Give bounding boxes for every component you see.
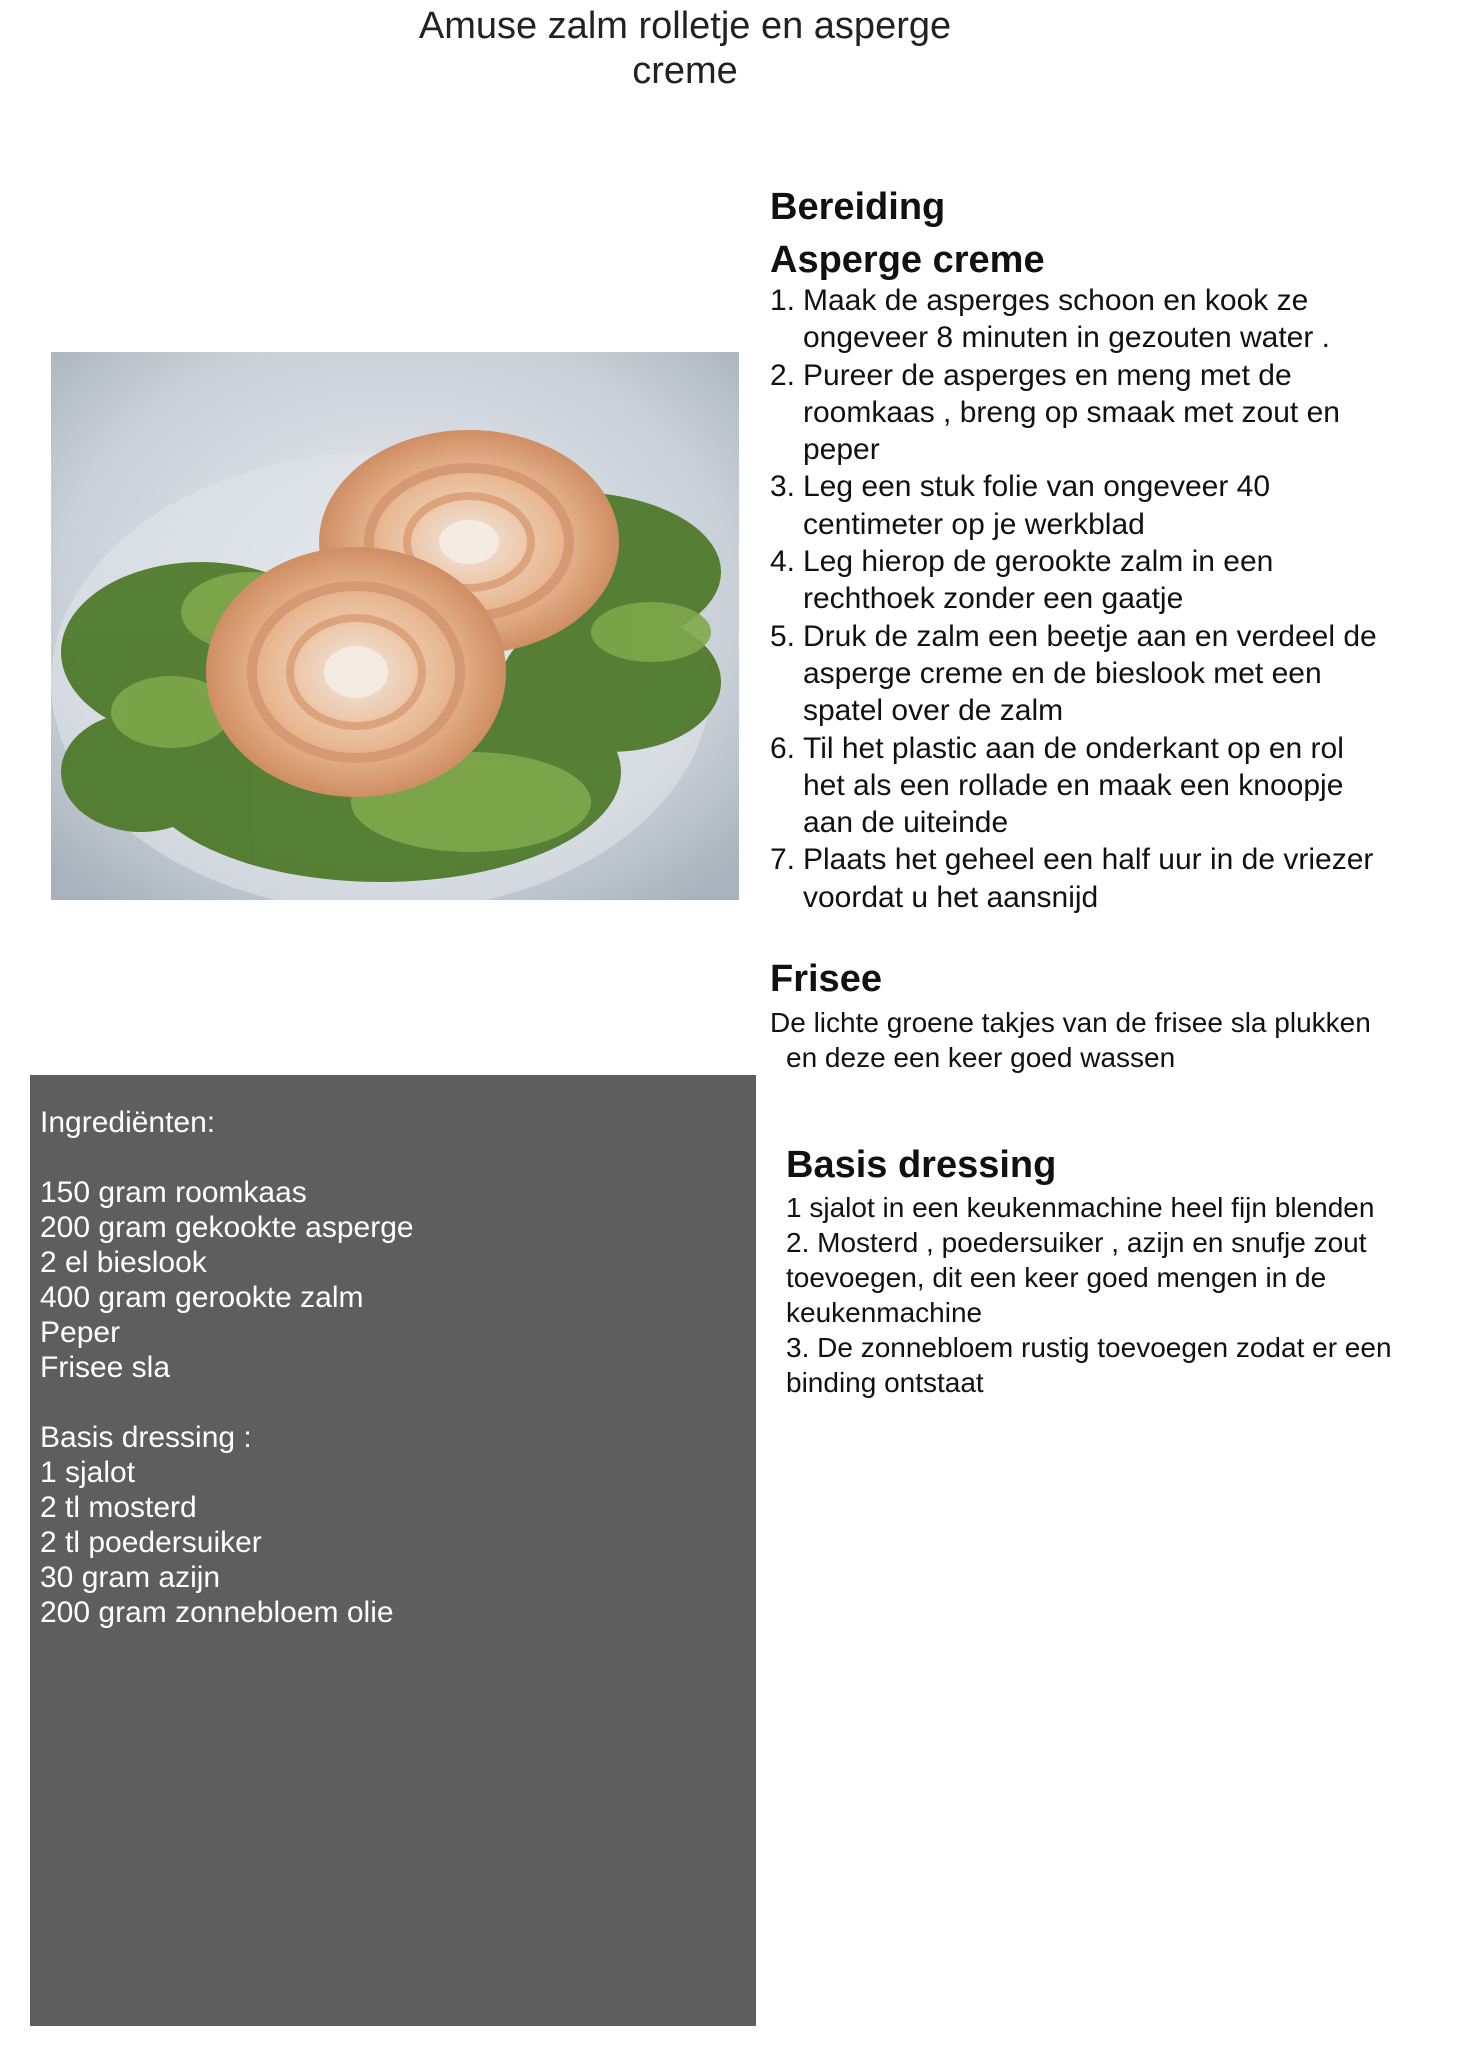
step-line: roomkaas , breng op smaak met zout en <box>803 395 1340 429</box>
step-number: 3. <box>770 470 796 504</box>
dressing-line: toevoegen, dit een keer goed mengen in de <box>786 1262 1327 1293</box>
ingredient-item: 2 el bieslook <box>40 1246 207 1279</box>
dressing-line: 3. De zonnebloem rustig toevoegen zodat er een <box>786 1332 1392 1363</box>
step-number: 7. <box>770 843 796 877</box>
ingredient-item: 200 gram gekookte asperge <box>40 1211 414 1244</box>
step-number: 1. <box>770 284 796 317</box>
dressing-line: 2. Mosterd , poedersuiker , azijn en snufje zout <box>786 1227 1367 1258</box>
asperge-steps-list <box>770 282 1450 916</box>
list-item <box>770 282 1450 357</box>
ingredient-item: Peper <box>40 1316 121 1349</box>
frisee-line: De lichte groene takjes van de frisee sla plukken <box>770 1007 1371 1038</box>
list-item <box>770 357 1450 469</box>
asperge-creme-heading: Asperge creme <box>770 239 1045 281</box>
step-line: centimeter op je werkblad <box>803 507 1145 541</box>
recipe-photo <box>51 352 739 900</box>
step-number: 5. <box>770 619 796 653</box>
step-line: Til het plastic aan de onderkant op en rol <box>803 731 1344 765</box>
step-number: 6. <box>770 731 796 765</box>
step-line: peper <box>803 433 880 467</box>
step-line: Leg een stuk folie van ongeveer 40 <box>803 470 1271 504</box>
list-item <box>770 543 1450 618</box>
step-number: 2. <box>770 358 796 392</box>
step-line: spatel over de zalm <box>803 694 1064 728</box>
list-item <box>770 468 1450 543</box>
dressing-ingredients-heading: Basis dressing : <box>40 1421 252 1454</box>
ingredient-item: Frisee sla <box>40 1351 171 1384</box>
step-number: 4. <box>770 545 796 579</box>
step-line: ongeveer 8 minuten in gezouten water . <box>803 321 1331 355</box>
step-line: asperge creme en de bieslook met een <box>803 656 1322 690</box>
list-item <box>770 730 1450 842</box>
ingredient-item: 150 gram roomkaas <box>40 1176 307 1209</box>
recipe-title: Amuse zalm rolletje en asperge creme <box>418 5 952 92</box>
dressing-line: keukenmachine <box>786 1297 983 1328</box>
ingredient-item: 30 gram azijn <box>40 1561 221 1594</box>
step-line: het als een rollade en maak een knoopje <box>803 768 1344 802</box>
step-line: rechthoek zonder een gaatje <box>803 582 1184 616</box>
dressing-line: 1 sjalot in een keukenmachine heel fijn blenden <box>786 1192 1375 1223</box>
ingredients-heading: Ingrediënten: <box>40 1106 216 1139</box>
ingredient-item: 200 gram zonnebloem olie <box>40 1596 394 1629</box>
step-line: Druk de zalm een beetje aan en verdeel de <box>803 619 1377 653</box>
step-line: Maak de asperges schoon en kook ze <box>803 284 1309 317</box>
ingredient-item: 400 gram gerookte zalm <box>40 1281 364 1314</box>
list-item <box>770 841 1450 916</box>
salmon-roll-illustration <box>51 352 739 900</box>
dressing-line: binding ontstaat <box>786 1367 984 1398</box>
preparation-heading: Bereiding <box>770 186 946 228</box>
list-item <box>770 618 1450 730</box>
frisee-line: en deze een keer goed wassen <box>786 1042 1176 1073</box>
dressing-heading: Basis dressing <box>786 1144 1057 1186</box>
step-line: voordat u het aansnijd <box>803 880 1099 914</box>
step-line: aan de uiteinde <box>803 806 1009 840</box>
step-line: Plaats het geheel een half uur in de vriezer <box>803 843 1374 877</box>
frisee-heading: Frisee <box>770 958 882 1000</box>
ingredient-item: 2 tl mosterd <box>40 1491 197 1524</box>
step-line: Pureer de asperges en meng met de <box>803 358 1292 392</box>
ingredients-panel <box>30 1075 756 2026</box>
dressing-text <box>786 1190 1446 1400</box>
ingredient-item: 2 tl poedersuiker <box>40 1526 262 1559</box>
ingredients-list <box>40 1105 414 1630</box>
step-line: Leg hierop de gerookte zalm in een <box>803 545 1274 579</box>
frisee-text <box>770 1005 1450 1075</box>
ingredient-item: 1 sjalot <box>40 1456 136 1489</box>
